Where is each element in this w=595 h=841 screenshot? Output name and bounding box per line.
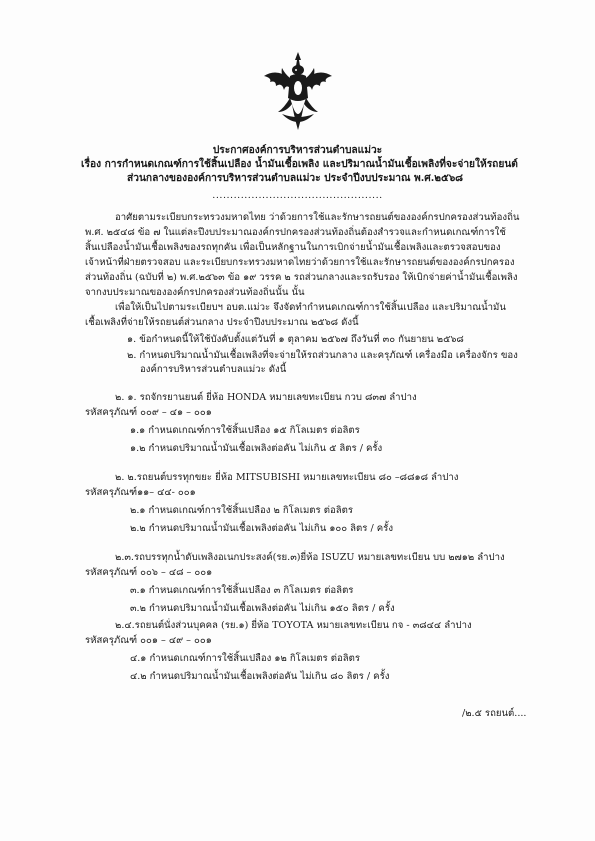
intro-line: อาศัยตามระเบียบกระทรวงมหาดไทย ว่าด้วยการใช้และรักษารถยนต์ขององค์กรปกครองส่วนท้องถิ่น bbox=[115, 212, 520, 223]
vehicle-3-rule-2: ๓.๒ กำหนดปริมาณน้ำมันเชื้อเพลิงต่อคัน ไม่เกิน ๑๕๐ ลิตร / ครั้ง bbox=[130, 603, 395, 614]
intro-line: ส่วนท้องถิ่น (ฉบับที่ ๒) พ.ศ.๒๕๖๓ ข้อ ๑๙ วรรค ๒ รถส่วนกลางและรถรับรอง ให้เบิกจ่ายค่าน้ำมันเชื้อเพลิง bbox=[85, 272, 518, 283]
vehicle-1-rule-2: ๑.๒ กำหนดปริมาณน้ำมันเชื้อเพลิงต่อคัน ไม่เกิน ๕ ลิตร / ครั้ง bbox=[130, 443, 383, 454]
vehicle-3-code: รหัสครุภัณฑ์ ๐๐๖ – ๔๘ – ๐๐๑ bbox=[85, 567, 213, 578]
vehicle-1-code: รหัสครุภัณฑ์ ๐๐๙ – ๔๑ – ๐๐๑ bbox=[85, 407, 212, 418]
vehicle-2-rule-2: ๒.๒ กำหนดปริมาณน้ำมันเชื้อเพลิงต่อคัน ไม่เกิน ๑๐๐ ลิตร / ครั้ง bbox=[130, 523, 394, 534]
announcement-title: ประกาศองค์การบริหารส่วนตำบลแม่วะ bbox=[212, 144, 383, 156]
vehicle-4-rule-1: ๔.๑ กำหนดเกณฑ์การใช้สิ้นเปลือง ๑๒ กิโลเมตร ต่อลิตร bbox=[130, 653, 361, 664]
vehicle-3-heading: ๒.๓.รถบรรทุกน้ำดับเพลิงอเนกประสงค์(รย.๓)ยี่ห้อ ISUZU หมายเลขทะเบียน บบ ๒๗๑๒ ลำปาง bbox=[115, 552, 505, 563]
vehicle-4-code: รหัสครุภัณฑ์ ๐๐๑ – ๔๙ – ๐๐๑ bbox=[85, 635, 212, 646]
clause-1: ๑. ข้อกำหนดนี้ให้ใช้บังคับตั้งแต่วันที่ ๑ ตุลาคม ๒๕๖๗ ถึงวันที่ ๓๐ กันยายน ๒๕๖๘ bbox=[127, 334, 464, 345]
vehicle-2-rule-1: ๒.๑ กำหนดเกณฑ์การใช้สิ้นเปลือง ๒ กิโลเมตร ต่อลิตร bbox=[130, 505, 353, 516]
clause-2: ๒. กำหนดปริมาณน้ำมันเชื้อเพลิงที่จะจ่ายให้รถส่วนกลาง และครุภัณฑ์ เครื่องมือ เครื่องจักร ของ bbox=[127, 350, 518, 361]
header-separator: ................................................ bbox=[212, 190, 383, 201]
intro-line: จากงบประมาณขององค์กรปกครองส่วนท้องถิ่นนั้น นั้น bbox=[85, 287, 305, 298]
vehicle-1-rule-1: ๑.๑ กำหนดเกณฑ์การใช้สิ้นเปลือง ๑๕ กิโลเมตร ต่อลิตร bbox=[130, 425, 360, 436]
intro-line: เพื่อให้เป็นไปตามระเบียบฯ อบต.แม่วะ จึงจัดทำกำหนดเกณฑ์การใช้สิ้นเปลือง และปริมาณน้ำมัน bbox=[115, 302, 506, 313]
continuation-note: /๒.๕ รถยนต์.... bbox=[462, 708, 527, 719]
subject-line-1: เรื่อง การกำหนดเกณฑ์การใช้สิ้นเปลือง น้ำมันเชื้อเพลิง และปริมาณน้ำมันเชื้อเพลิงที่จะจ่ายให้รถยนต์ bbox=[81, 158, 518, 170]
intro-line: เชื้อเพลิงที่จ่ายให้รถยนต์ส่วนกลาง ประจำปีงบประมาณ ๒๕๖๘ ดังนี้ bbox=[85, 317, 359, 328]
vehicle-2-code: รหัสครุภัณฑ์๑๑– ๔๔- ๐๐๑ bbox=[85, 487, 196, 498]
vehicle-4-heading: ๒.๔.รถยนต์นั่งส่วนบุคคล (รย.๑) ยี่ห้อ TOYOTA หมายเลขทะเบียน กจ - ๓๘๔๔ ลำปาง bbox=[115, 620, 472, 631]
vehicle-2-heading: ๒. ๒.รถยนต์บรรทุกขยะ ยี่ห้อ MITSUBISHI หมายเลขทะเบียน ๘๐ –๘๘๑๘ ลำปาง bbox=[115, 472, 459, 483]
vehicle-1-heading: ๒. ๑. รถจักรยานยนต์ ยี่ห้อ HONDA หมายเลขทะเบียน กวบ ๘๓๗ ลำปาง bbox=[115, 392, 417, 403]
vehicle-3-rule-1: ๓.๑ กำหนดเกณฑ์การใช้สิ้นเปลือง ๓ กิโลเมตร ต่อลิตร bbox=[130, 585, 354, 596]
vehicle-4-rule-2: ๔.๒ กำหนดปริมาณน้ำมันเชื้อเพลิงต่อคัน ไม่เกิน ๘๐ ลิตร / ครั้ง bbox=[130, 671, 390, 682]
garuda-emblem-icon bbox=[262, 50, 334, 134]
intro-line: สิ้นเปลืองน้ำมันเชื้อเพลิงของรถทุกคัน เพื่อเป็นหลักฐานในการเบิกจ่ายน้ำมันเชื้อเพลิงและตรวจสอบของ bbox=[85, 242, 501, 253]
clause-2-cont: องค์การบริหารส่วนตำบลแม่วะ ดังนี้ bbox=[140, 364, 287, 375]
intro-line: พ.ศ. ๒๕๔๘ ข้อ ๗ ในแต่ละปีงบประมาณองค์กรปกครองส่วนท้องถิ่นต้องสำรวจและกำหนดเกณฑ์การใช้ bbox=[85, 227, 506, 238]
subject-line-2: ส่วนกลางขององค์การบริหารส่วนตำบลแม่วะ ประจำปีงบประมาณ พ.ศ.๒๕๖๘ bbox=[127, 172, 464, 184]
intro-line: เจ้าหน้าที่ฝ่ายตรวจสอบ และระเบียบกระทรวงมหาดไทยว่าด้วยการใช้และรักษารถยนต์ขององค์กรปกครอง bbox=[85, 257, 515, 268]
